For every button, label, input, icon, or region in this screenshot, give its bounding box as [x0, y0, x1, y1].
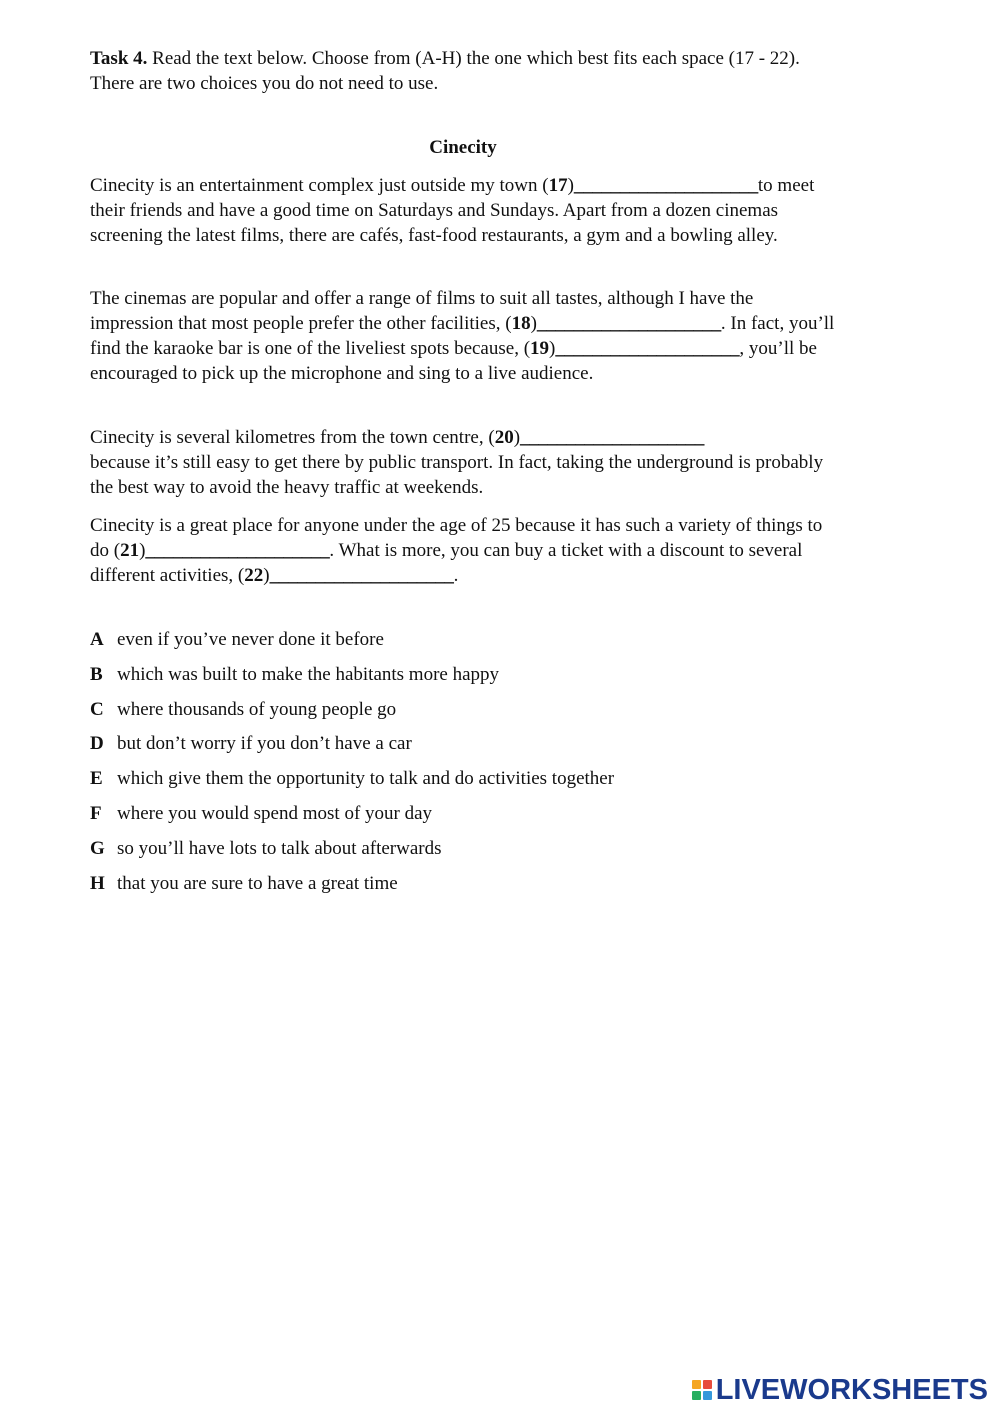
task-instruction-text: Read the text below. Choose from (A-H) the one which best fits each space (17 - 22). There are two choices you do not need to use. — [90, 48, 800, 94]
logo-tile-icon — [703, 1391, 712, 1400]
option-b — [90, 662, 836, 697]
paragraph-1 — [90, 173, 836, 248]
option-letter: B — [90, 663, 103, 685]
gap-19-blank[interactable]: ____________________ — [555, 338, 740, 359]
gap-number-18: 18 — [511, 313, 531, 334]
paragraph-3-text-end: because it’s still easy to get there by public transport. In fact, taking the underground is probably the best way to avoid the heavy traffic at weekends. — [90, 452, 824, 498]
liveworksheets-logo-icon — [692, 1380, 712, 1400]
option-text: even if you’ve never done it before — [117, 629, 384, 650]
paren-close: ) — [513, 427, 521, 448]
option-letter: A — [90, 629, 104, 650]
paragraph-2-text-start: The cinemas are popular and offer a range of films to suit all tastes, although I have the impression that most people prefer the other facilities, ( — [90, 288, 754, 334]
option-letter: H — [90, 872, 105, 894]
paragraph-1-text-start: Cinecity is an entertainment complex just outside my town ( — [90, 175, 549, 196]
gap-22-blank[interactable]: ____________________ — [269, 565, 454, 586]
passage-title: Cinecity — [429, 137, 497, 158]
task-instructions — [90, 46, 830, 96]
option-text: where thousands of young people go — [117, 698, 397, 720]
option-letter: C — [90, 698, 104, 720]
liveworksheets-logo[interactable] — [692, 1374, 988, 1406]
answer-options-list — [90, 627, 836, 905]
option-c — [90, 697, 836, 732]
paragraph-4 — [90, 513, 836, 588]
logo-tile-icon — [692, 1391, 701, 1400]
option-text: which give them the opportunity to talk and do activities together — [117, 768, 615, 790]
gap-17-blank[interactable]: ____________________ — [573, 175, 758, 196]
gap-number-20: 20 — [494, 427, 514, 448]
paragraph-4-text-end: . — [453, 565, 459, 586]
option-a — [90, 627, 836, 662]
paren-close: ) — [263, 565, 270, 586]
option-text: but don’t worry if you don’t have a car — [117, 733, 412, 755]
gap-number-17: 17 — [548, 175, 568, 196]
gap-21-blank[interactable]: ____________________ — [145, 540, 330, 561]
paragraph-2-text-mid: . In fact, you’ll find the karaoke bar is one of the liveliest spots because, ( — [90, 313, 835, 359]
paren-close: ) — [549, 338, 556, 359]
paren-close: ) — [139, 540, 146, 561]
logo-text: LIVEWORKSHEETS — [715, 1374, 988, 1406]
option-text: which was built to make the habitants more happy — [117, 663, 500, 685]
option-d — [90, 731, 836, 766]
paragraph-4-text-start: Cinecity is a great place for anyone under the age of 25 because it has such a variety of things to do ( — [90, 515, 823, 561]
task-label: Task 4. — [90, 48, 148, 69]
paragraph-4-text-mid: . What is more, you can buy a ticket with a discount to several different activities, ( — [90, 540, 803, 586]
paragraph-2-text-end: , you’ll be encouraged to pick up the microphone and sing to a live audience. — [90, 338, 817, 384]
logo-tile-icon — [703, 1380, 712, 1389]
paragraph-3-text-start: Cinecity is several kilometres from the town centre, ( — [90, 427, 495, 448]
gap-20-blank[interactable]: ____________________ — [520, 427, 705, 448]
option-text: that you are sure to have a great time — [117, 872, 398, 894]
gap-number-22: 22 — [244, 565, 264, 586]
paragraph-1-text-end: to meet their friends and have a good time on Saturdays and Sundays. Apart from a dozen cinemas screening the latest films, there are cafés, fast-food restaurants, a gym and a bowling alley. — [90, 175, 815, 246]
option-text: so you’ll have lots to talk about afterwards — [117, 837, 442, 859]
gap-18-blank[interactable]: ____________________ — [536, 313, 721, 334]
paragraph-3 — [90, 425, 836, 500]
option-h — [90, 871, 836, 906]
option-letter: E — [90, 768, 103, 790]
gap-number-21: 21 — [120, 540, 140, 561]
option-text: where you would spend most of your day — [117, 802, 433, 824]
option-letter: D — [90, 733, 104, 755]
option-g — [90, 836, 836, 871]
option-e — [90, 766, 836, 801]
option-letter: G — [90, 837, 105, 859]
option-letter: F — [90, 802, 102, 824]
option-f — [90, 801, 836, 836]
paragraph-2 — [90, 286, 836, 386]
paren-close: ) — [567, 175, 574, 196]
paren-close: ) — [530, 313, 537, 334]
gap-number-19: 19 — [530, 338, 550, 359]
logo-tile-icon — [692, 1380, 701, 1389]
